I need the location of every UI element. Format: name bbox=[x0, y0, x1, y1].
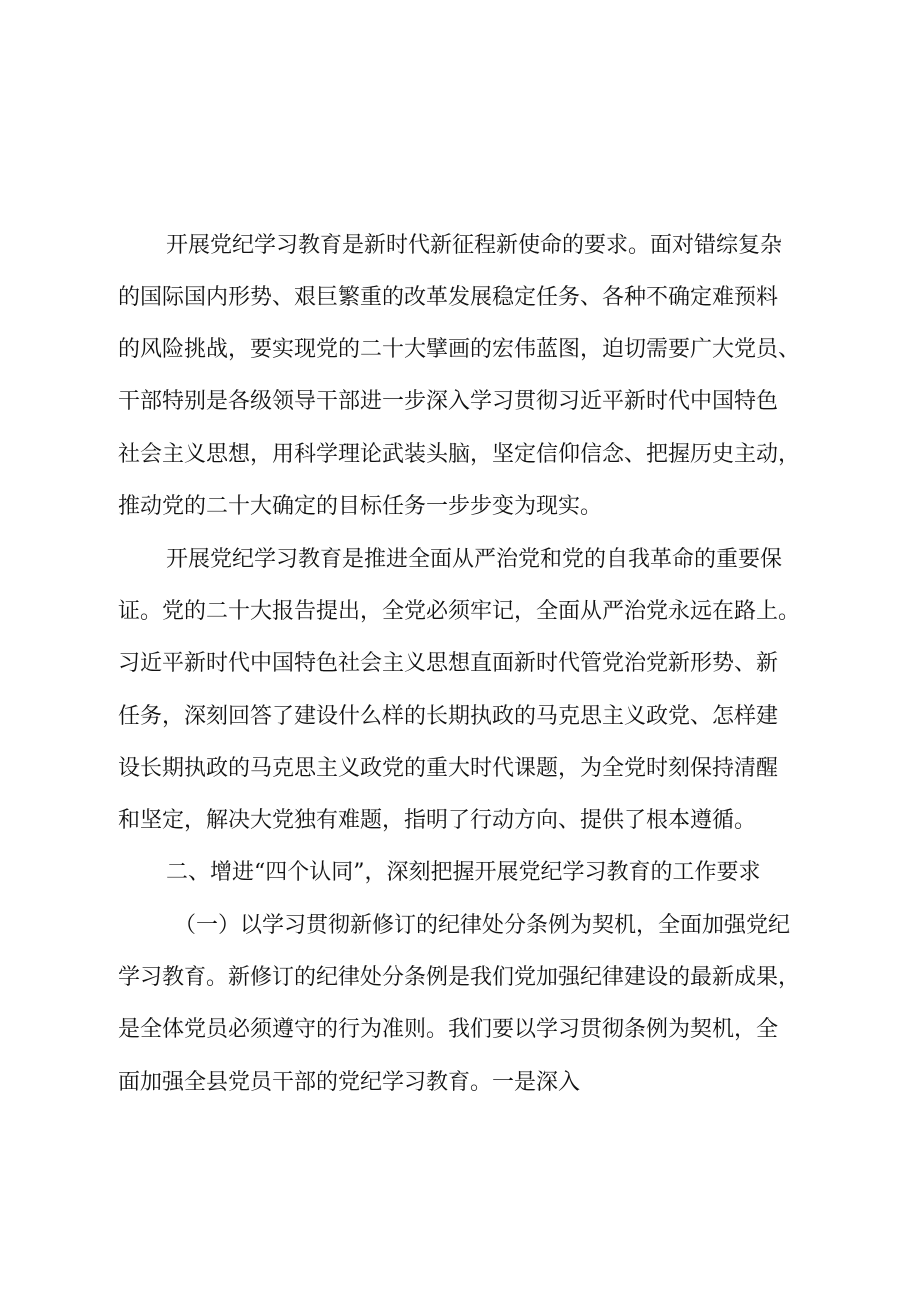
paragraph-2-line-2: 证。党的二十大报告提出，全党必须牢记，全面从严治党永远在路上。 bbox=[118, 599, 801, 624]
paragraph-1-line-3: 的风险挑战，要实现党的二十大擘画的宏伟蓝图，迫切需要广大党员、 bbox=[118, 337, 801, 362]
section-heading: 二、增进“四个认同”，深刻把握开展党纪学习教育的工作要求 bbox=[166, 860, 761, 885]
paragraph-3-line-4: 面加强全县党员干部的党纪学习教育。一是深入 bbox=[118, 1070, 581, 1095]
paragraph-2-line-6: 和坚定，解决大党独有难题，指明了行动方向、提供了根本遵循。 bbox=[118, 808, 757, 833]
paragraph-1-line-6: 推动党的二十大确定的目标任务一步步变为现实。 bbox=[118, 494, 603, 519]
paragraph-1-line-2: 的国际国内形势、艰巨繁重的改革发展稳定任务、各种不确定难预料 bbox=[118, 285, 779, 310]
paragraph-1-line-1: 开展党纪学习教育是新时代新征程新使命的要求。面对错综复杂 bbox=[166, 233, 783, 258]
paragraph-2-line-4: 任务，深刻回答了建设什么样的长期执政的马克思主义政党、怎样建 bbox=[118, 704, 779, 729]
paragraph-3-line-2: 学习教育。新修订的纪律处分条例是我们党加强纪律建设的最新成果， bbox=[118, 965, 801, 990]
paragraph-3-line-3: 是全体党员必须遵守的行为准则。我们要以学习贯彻条例为契机，全 bbox=[118, 1017, 779, 1042]
paragraph-2-line-3: 习近平新时代中国特色社会主义思想直面新时代管党治党新形势、新 bbox=[118, 651, 779, 676]
paragraph-3-line-1: （一）以学习贯彻新修订的纪律处分条例为契机，全面加强党纪 bbox=[174, 913, 791, 938]
paragraph-1-line-5: 社会主义思想，用科学理论武装头脑，坚定信仰信念、把握历史主动， bbox=[118, 442, 801, 467]
paragraph-2-line-5: 设长期执政的马克思主义政党的重大时代课题，为全党时刻保持清醒 bbox=[118, 756, 779, 781]
paragraph-1-line-4: 干部特别是各级领导干部进一步深入学习贯彻习近平新时代中国特色 bbox=[118, 389, 779, 414]
paragraph-2-line-1: 开展党纪学习教育是推进全面从严治党和党的自我革命的重要保 bbox=[166, 547, 783, 572]
